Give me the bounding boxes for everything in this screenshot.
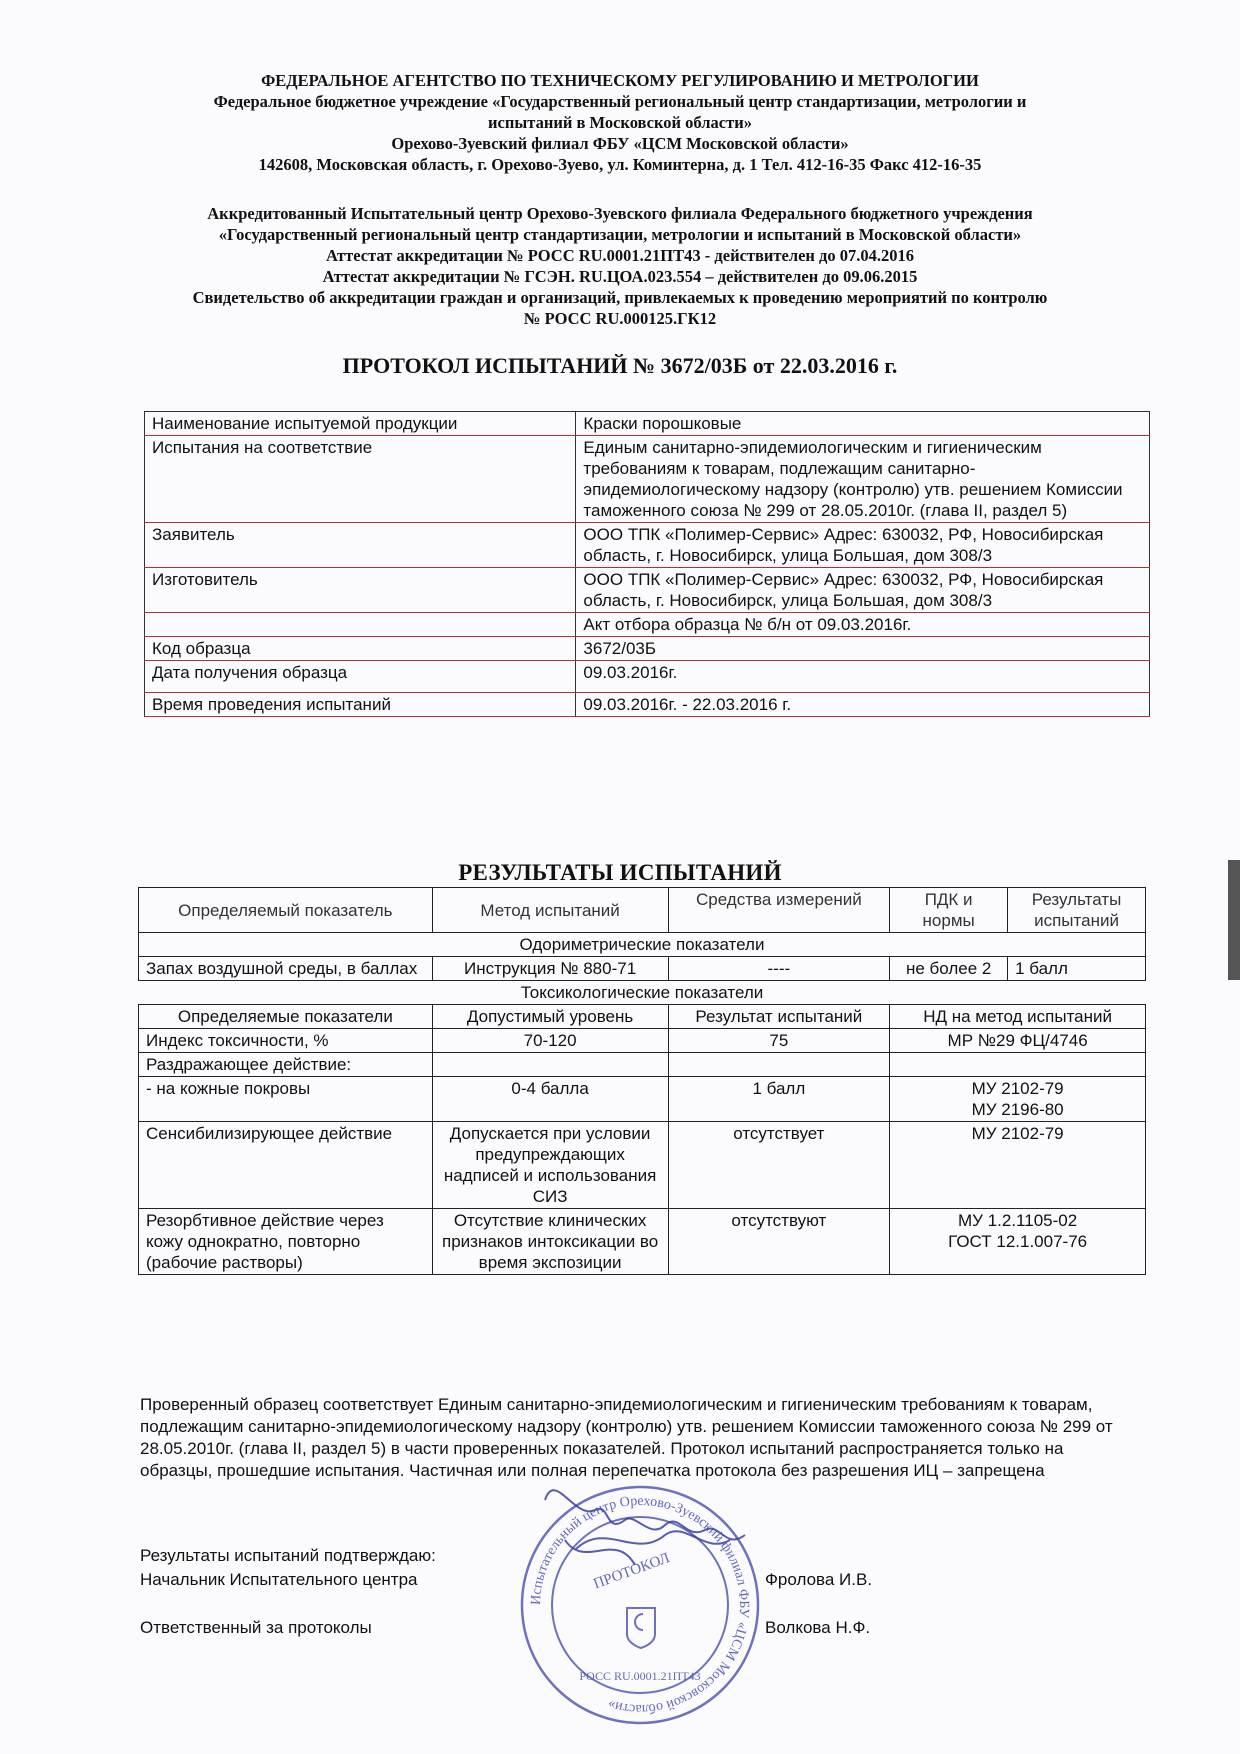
sens-indicator: Сенсибилизирующее действие	[139, 1122, 433, 1209]
info-row-manufacturer	[145, 568, 1150, 613]
head-name: Фролова И.В.	[765, 1570, 873, 1589]
resorb-result: отсутствуют	[668, 1209, 890, 1275]
table-row	[139, 1209, 1146, 1275]
odor-method: Инструкция № 880-71	[432, 957, 668, 981]
sampling-label	[145, 613, 576, 637]
sens-level: Допускается при условии предупреждающих надписей и использования СИЗ	[432, 1122, 668, 1209]
tox-col-indicators: Определяемые показатели	[139, 1005, 433, 1029]
resorb-indicator: Резорбтивное действие через кожу однократно, повторно (рабочие растворы)	[139, 1209, 433, 1275]
head-title: Начальник Испытательного центра	[140, 1570, 418, 1589]
table-row	[139, 1053, 1146, 1077]
col-header-pdk: ПДК и нормы	[890, 888, 1008, 933]
attestat-line-1: Аттестат аккредитации № РОСС RU.0001.21ПТ43 - действителен до 07.04.2016	[325, 246, 915, 265]
empty-cell	[668, 1053, 890, 1077]
info-row-applicant	[145, 523, 1150, 568]
accreditation-block	[0, 203, 1240, 329]
skin-nd	[890, 1077, 1146, 1122]
manufacturer-label: Изготовитель	[145, 568, 576, 613]
tox-col-result: Результат испытаний	[668, 1005, 890, 1029]
compliance-value: Единым санитарно-эпидемиологическим и гигиеническим требованиям к товарам, подлежащим санитарно-эпидемиологическому надзору (контролю) утв. решением Комиссии таможенного союза № 299 от 28.05.2010г. (глава II, раздел 5)	[576, 436, 1150, 523]
certificate-line-2: № РОСС RU.000125.ГК12	[523, 309, 717, 328]
period-value: 09.03.2016г. - 22.03.2016 г.	[576, 693, 1150, 717]
attestat-line-2: Аттестат аккредитации № ГСЭН. RU.ЦОА.023.554 – действителен до 09.06.2015	[322, 267, 918, 286]
applicant-label: Заявитель	[145, 523, 576, 568]
tox-index-result: 75	[668, 1029, 890, 1053]
product-label: Наименование испытуемой продукции	[145, 412, 576, 436]
resorb-level: Отсутствие клинических признаков интоксикации во время экспозиции	[432, 1209, 668, 1275]
table-row	[139, 1122, 1146, 1209]
results-header-row	[139, 888, 1146, 933]
conclusion-text: Проверенный образец соответствует Единым санитарно-эпидемиологическим и гигиеническим требованиям к товарам, подлежащим санитарно-эпидемиологическому надзору (контролю) утв. решением Комиссии таможенного союза № 299 от 28.05.2010г. (глава II, раздел 5) в части проверенных показателей. Протокол испытаний распространяется только на образцы, прошедшие испытания. Частичная или полная перепечатка протокола без разрешения ИЦ – запрещена	[140, 1395, 1113, 1480]
results-title: РЕЗУЛЬТАТЫ ИСПЫТАНИЙ	[458, 860, 782, 885]
tox-header-row	[139, 1005, 1146, 1029]
col-header-method: Метод испытаний	[432, 888, 668, 933]
product-value: Краски порошковые	[576, 412, 1150, 436]
center-line-1: Аккредитованный Испытательный центр Орехово-Зуевского филиала Федерального бюджетного учреждения	[207, 204, 1033, 223]
sens-result: отсутствует	[668, 1122, 890, 1209]
info-row-compliance	[145, 436, 1150, 523]
skin-result: 1 балл	[668, 1077, 890, 1122]
receipt-value: 09.03.2016г.	[576, 661, 1150, 693]
resorb-nd-1: МУ 1.2.1105-02	[958, 1211, 1078, 1230]
center-line-2: «Государственный региональный центр стандартизации, метрологии и испытаний в Московской области»	[218, 225, 1022, 244]
stamp-number: РОСС RU.0001.21ПТ43	[579, 1669, 701, 1683]
resorb-nd	[890, 1209, 1146, 1275]
skin-nd-1: МУ 2102-79	[971, 1079, 1064, 1098]
branch-name: Орехово-Зуевский филиал ФБУ «ЦСМ Московской области»	[391, 134, 849, 153]
document-header	[0, 70, 1240, 175]
odor-means: ----	[668, 957, 890, 981]
group-tox-label: Токсикологические показатели	[139, 981, 1146, 1005]
receipt-label: Дата получения образца	[145, 661, 576, 693]
sens-nd: МУ 2102-79	[890, 1122, 1146, 1209]
tox-col-nd: НД на метод испытаний	[890, 1005, 1146, 1029]
group-odor-label: Одориметрические показатели	[139, 933, 1146, 957]
protocol-title: ПРОТОКОЛ ИСПЫТАНИЙ № 3672/03Б от 22.03.2016 г.	[342, 353, 898, 378]
table-row	[139, 957, 1146, 981]
certificate-line-1: Свидетельство об аккредитации граждан и организаций, привлекаемых к проведению мероприятий по контролю	[192, 288, 1048, 307]
responsible-name: Волкова Н.Ф.	[765, 1618, 871, 1637]
col-header-indicator: Определяемый показатель	[139, 888, 433, 933]
info-row-product	[145, 412, 1150, 436]
stamp-emblem-icon	[627, 1608, 655, 1648]
period-label: Время проведения испытаний	[145, 693, 576, 717]
stamp-inner-text: ПРОТОКОЛ	[591, 1550, 672, 1593]
empty-cell	[890, 1053, 1146, 1077]
product-info-table	[144, 411, 1150, 717]
resorb-nd-2: ГОСТ 12.1.007-76	[948, 1232, 1088, 1251]
page-edge-shadow	[1228, 860, 1240, 980]
code-label: Код образца	[145, 637, 576, 661]
results-table	[138, 887, 1146, 1275]
skin-nd-2: МУ 2196-80	[971, 1100, 1064, 1119]
branch-address: 142608, Московская область, г. Орехово-Зуево, ул. Коминтерна, д. 1 Тел. 412-16-35 Факс 412-16-35	[258, 155, 982, 174]
skin-indicator: - на кожные покровы	[139, 1077, 433, 1122]
group-row-odor	[139, 933, 1146, 957]
stamp-ring-text: Испытательный центр Орехово-Зуевский филиал ФБУ «ЦСМ Московской области»	[528, 1493, 752, 1717]
irritant-indicator: Раздражающее действие:	[139, 1053, 433, 1077]
applicant-value: ООО ТПК «Полимер-Сервис» Адрес: 630032, РФ, Новосибирская область, г. Новосибирск, улица Большая, дом 308/3	[576, 523, 1150, 568]
manufacturer-value: ООО ТПК «Полимер-Сервис» Адрес: 630032, РФ, Новосибирская область, г. Новосибирск, улица Большая, дом 308/3	[576, 568, 1150, 613]
skin-level: 0-4 балла	[432, 1077, 668, 1122]
tox-col-level: Допустимый уровень	[432, 1005, 668, 1029]
col-header-result: Результаты испытаний	[1008, 888, 1146, 933]
confirm-label: Результаты испытаний подтверждаю:	[140, 1546, 436, 1565]
tox-index-level: 70-120	[432, 1029, 668, 1053]
info-row-period	[145, 693, 1150, 717]
empty-cell	[432, 1053, 668, 1077]
col-header-means: Средства измерений	[668, 888, 890, 933]
odor-result: 1 балл	[1008, 957, 1146, 981]
agency-name: ФЕДЕРАЛЬНОЕ АГЕНТСТВО ПО ТЕХНИЧЕСКОМУ РЕГУЛИРОВАНИЮ И МЕТРОЛОГИИ	[261, 71, 979, 90]
responsible-title: Ответственный за протоколы	[140, 1618, 372, 1637]
institution-line-1: Федеральное бюджетное учреждение «Государственный региональный центр стандартизации, метрологии и	[213, 92, 1027, 111]
odor-norm: не более 2	[890, 957, 1008, 981]
info-row-receipt	[145, 661, 1150, 693]
odor-indicator: Запах воздушной среды, в баллах	[139, 957, 433, 981]
group-row-tox	[139, 981, 1146, 1005]
table-row	[139, 1077, 1146, 1122]
code-value: 3672/03Б	[576, 637, 1150, 661]
table-row	[139, 1029, 1146, 1053]
institution-line-2: испытаний в Московской области»	[488, 113, 752, 132]
sampling-value: Акт отбора образца № б/н от 09.03.2016г.	[576, 613, 1150, 637]
organization-stamp	[515, 1480, 765, 1730]
info-row-sampling	[145, 613, 1150, 637]
info-row-code	[145, 637, 1150, 661]
compliance-label: Испытания на соответствие	[145, 436, 576, 523]
tox-index-nd: МР №29 ФЦ/4746	[890, 1029, 1146, 1053]
tox-index-indicator: Индекс токсичности, %	[139, 1029, 433, 1053]
